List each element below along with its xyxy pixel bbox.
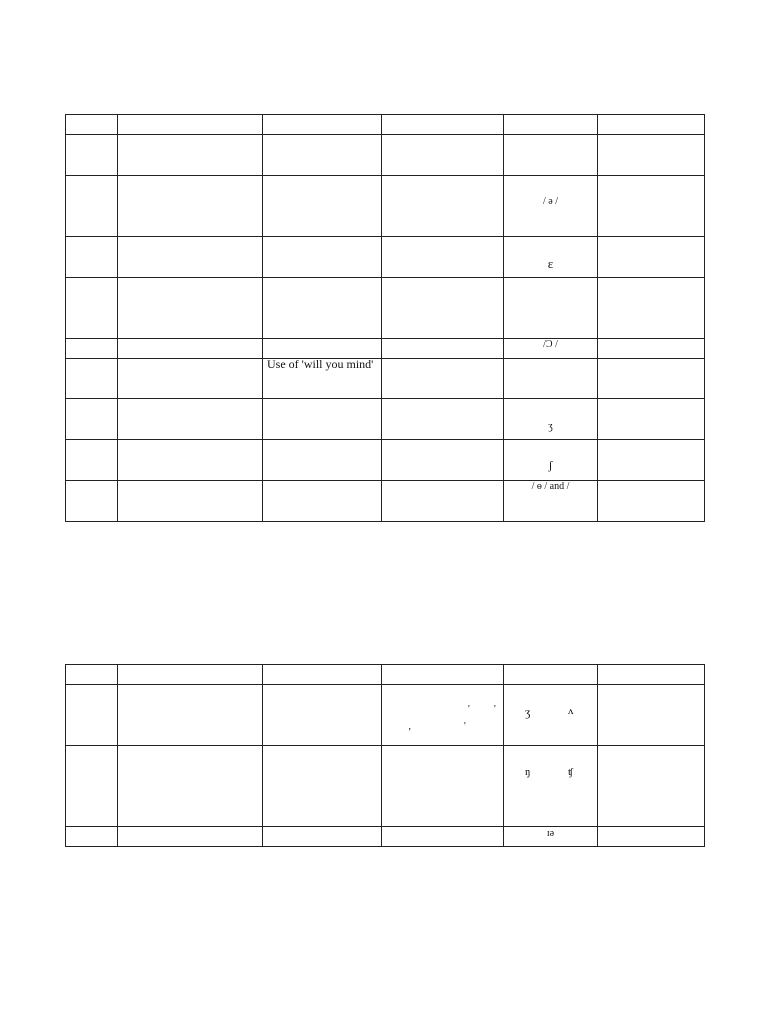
- table-cell: [263, 440, 382, 481]
- table-cell: [66, 665, 118, 685]
- table-cell: [598, 481, 705, 522]
- ipa-symbol: ɛ: [547, 256, 554, 271]
- table-cell: [598, 278, 705, 339]
- table-cell: [504, 115, 598, 135]
- table-cell: [66, 440, 118, 481]
- table-cell: [382, 278, 504, 339]
- table-cell: [504, 339, 598, 359]
- table-cell: [504, 359, 598, 399]
- ipa-symbol: ʃ: [548, 458, 553, 472]
- table-cell: [382, 115, 504, 135]
- ipa-symbol: ʌ: [568, 705, 574, 717]
- table-cell: [382, 746, 504, 827]
- table-cell: [382, 135, 504, 176]
- table-cell: [504, 135, 598, 176]
- table-cell: [263, 481, 382, 522]
- table-cell: [118, 278, 263, 339]
- topic-text: Use of 'will you mind': [267, 357, 374, 371]
- table-cell: [118, 685, 263, 746]
- table-cell: [263, 359, 382, 399]
- table-cell: [263, 135, 382, 176]
- quote-mark: ': [468, 704, 470, 715]
- table-row: [66, 685, 705, 746]
- table-cell: [504, 685, 598, 746]
- table-cell: [504, 440, 598, 481]
- table-cell: [382, 176, 504, 237]
- table-cell: [66, 339, 118, 359]
- table-row: [66, 481, 705, 522]
- table-cell: [382, 339, 504, 359]
- table-cell: [382, 827, 504, 847]
- table-row: [66, 339, 705, 359]
- table-cell: [382, 481, 504, 522]
- quote-mark: ': [494, 704, 496, 715]
- table-cell: [118, 176, 263, 237]
- ipa-symbol: / ɵ / and /: [531, 481, 570, 492]
- quote-mark: ': [464, 721, 466, 732]
- table-cell: [66, 481, 118, 522]
- table-cell: [263, 176, 382, 237]
- quote-mark: ‚: [408, 721, 412, 732]
- table-cell: [263, 278, 382, 339]
- table-cell: [504, 176, 598, 237]
- table-cell: [263, 827, 382, 847]
- table-cell: [504, 746, 598, 827]
- table-row: [66, 176, 705, 237]
- ipa-symbol: ŋ: [525, 766, 531, 778]
- table-row: [66, 827, 705, 847]
- table-cell: [504, 399, 598, 440]
- table-cell: [598, 115, 705, 135]
- table-cell: [263, 399, 382, 440]
- table-cell: [66, 176, 118, 237]
- table-cell: [118, 115, 263, 135]
- table-row: [66, 278, 705, 339]
- table-cell: [118, 135, 263, 176]
- table-cell: [382, 399, 504, 440]
- table-cell: [66, 237, 118, 278]
- table-row: [66, 746, 705, 827]
- table-cell: [504, 827, 598, 847]
- table-cell: [66, 746, 118, 827]
- table-cell: [118, 746, 263, 827]
- table-cell: [598, 339, 705, 359]
- table-cell: [598, 746, 705, 827]
- table-cell: [118, 359, 263, 399]
- table-cell: [66, 685, 118, 746]
- table-cell: [598, 359, 705, 399]
- table-cell: [263, 115, 382, 135]
- table-cell: [66, 135, 118, 176]
- table-cell: [263, 237, 382, 278]
- table-cell: [598, 685, 705, 746]
- table-cell: [66, 115, 118, 135]
- ipa-symbol: ɪə: [546, 828, 555, 839]
- table-cell: [263, 665, 382, 685]
- ipa-symbol: ʒ: [525, 705, 531, 719]
- table-cell: [598, 665, 705, 685]
- table-row: [66, 237, 705, 278]
- table-cell: [382, 440, 504, 481]
- table-cell: [263, 685, 382, 746]
- table-cell: [598, 135, 705, 176]
- table-cell: [263, 339, 382, 359]
- table-cell: [118, 481, 263, 522]
- table-cell: [504, 665, 598, 685]
- table-cell: [118, 339, 263, 359]
- table-cell: [598, 237, 705, 278]
- table-cell: [66, 827, 118, 847]
- table-row: [66, 440, 705, 481]
- table-cell: [382, 685, 504, 746]
- table-cell: [598, 399, 705, 440]
- table-cell: [598, 440, 705, 481]
- table-cell: [118, 665, 263, 685]
- ipa-symbol: / ə /: [543, 196, 558, 207]
- table-cell: [118, 237, 263, 278]
- table-cell: [66, 359, 118, 399]
- lesson-plan-table-2: [65, 664, 705, 847]
- table-cell: [263, 746, 382, 827]
- table-row: [66, 665, 705, 685]
- table-cell: [504, 278, 598, 339]
- ipa-symbol: ʒ: [548, 421, 553, 432]
- table-cell: [382, 237, 504, 278]
- table-cell: [118, 440, 263, 481]
- table-cell: [504, 481, 598, 522]
- ipa-symbol: /Ɔ /: [543, 339, 558, 350]
- table-row: [66, 115, 705, 135]
- table-cell: [66, 278, 118, 339]
- table-cell: [598, 176, 705, 237]
- table-cell: [382, 665, 504, 685]
- ipa-symbol: ʧ: [568, 766, 574, 778]
- table-row: [66, 135, 705, 176]
- table-row: [66, 399, 705, 440]
- table-cell: [66, 399, 118, 440]
- lesson-plan-table-1: [65, 114, 705, 522]
- table-cell: [118, 827, 263, 847]
- table-cell: [382, 359, 504, 399]
- table-cell: [598, 827, 705, 847]
- table-row: [66, 359, 705, 399]
- table-cell: [504, 237, 598, 278]
- table-cell: [118, 399, 263, 440]
